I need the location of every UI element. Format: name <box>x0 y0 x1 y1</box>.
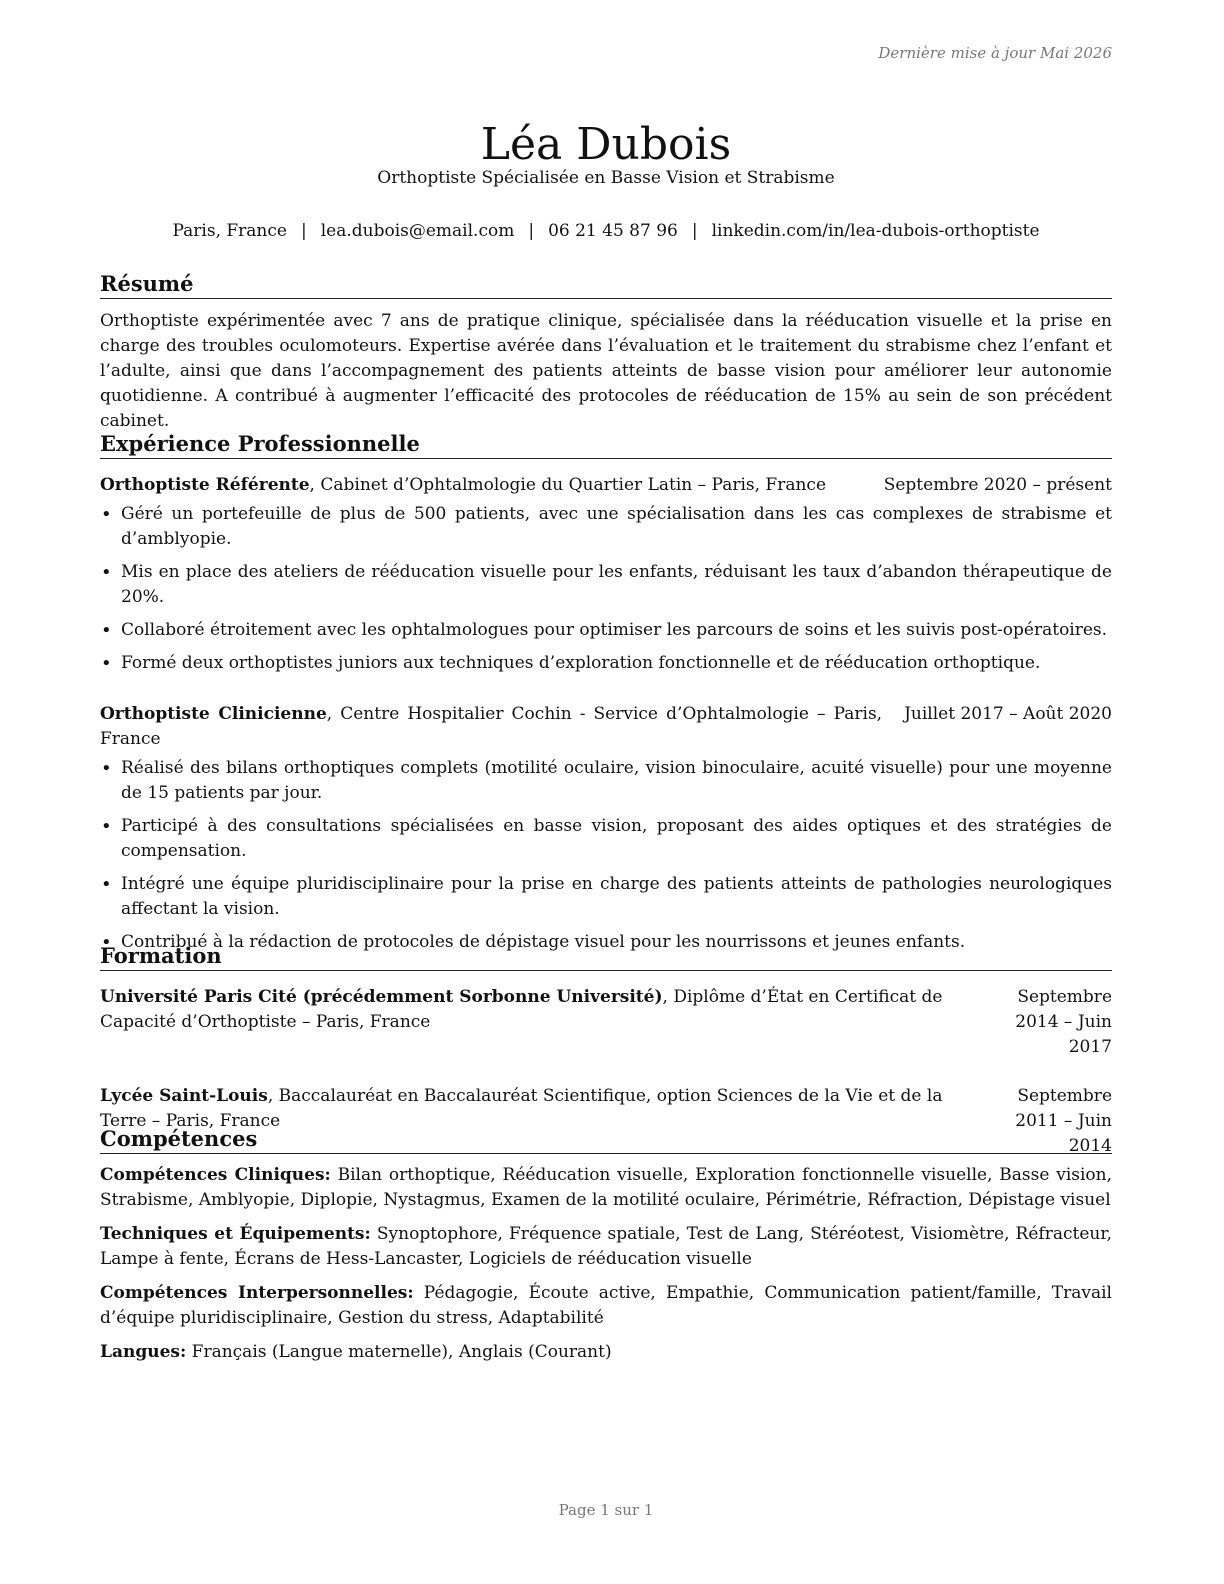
skill-value: Bilan orthoptique, Rééducation visuelle, Exploration fonctionnelle visuelle, Basse vision, Strabisme, Amblyopie, Diplopie, Nystagmus, Examen de la motilité oculaire, Périmétrie, Réfraction, Dépistage visuel <box>100 1165 1113 1210</box>
job-dates: Juillet 2017 – Août 2020 <box>904 704 1112 724</box>
skill-value: Pédagogie, Écoute active, Empathie, Communication patient/famille, Travail d’équipe pluridisciplinaire, Gestion du stress, Adaptabilité <box>100 1283 1112 1328</box>
job-entry <box>100 473 1112 676</box>
summary-section <box>100 270 1112 434</box>
skill-value: Français (Langue maternelle), Anglais (Courant) <box>186 1342 612 1362</box>
contact-phone: 06 21 45 87 96 <box>548 221 678 241</box>
job-header <box>100 702 1112 752</box>
education-school: Université Paris Cité (précédemment Sorbonne Université) <box>100 987 663 1007</box>
job-entry <box>100 702 1112 955</box>
skills-section <box>100 1125 1112 1365</box>
bullet-item: • Formé deux orthoptistes juniors aux techniques d’exploration fonctionnelle et de rééducation orthoptique. <box>100 651 1112 676</box>
education-school: Lycée Saint-Louis <box>100 1086 268 1106</box>
contact-separator: | <box>691 221 698 241</box>
skill-line <box>100 1281 1112 1331</box>
bullet-item: • Géré un portefeuille de plus de 500 patients, avec une spécialisation dans les cas complexes de strabisme et d’amblyopie. <box>100 502 1112 552</box>
job-employer: , Cabinet d’Ophtalmologie du Quartier Latin – Paris, France <box>309 475 827 495</box>
contact-line <box>100 218 1112 244</box>
job-dates: Septembre 2020 – présent <box>883 475 1112 495</box>
education-dates: Septembre 2014 – Juin 2017 <box>1015 987 1112 1057</box>
bullet-item: • Réalisé des bilans orthoptiques complets (motilité oculaire, vision binoculaire, acuité visuelle) pour une moyenne de 15 patients par jour. <box>100 756 1112 806</box>
skill-label: Langues: <box>100 1342 187 1362</box>
contact-linkedin[interactable]: linkedin.com/in/lea-dubois-orthoptiste <box>711 221 1040 241</box>
summary-text: Orthoptiste expérimentée avec 7 ans de pratique clinique, spécialisée dans la rééducation visuelle et la prise en charge des troubles oculomoteurs. Expertise avérée dans l’évaluation et le traitement du strabisme chez l’enfant et l’adulte, ainsi que dans l’accompagnement des patients atteints de basse vision pour améliorer leur autonomie quotidienne. A contribué à augmenter l’efficacité des protocoles de rééducation de 15% au sein de son précédent cabinet. <box>100 311 1112 431</box>
section-heading-experience: Expérience Professionnelle <box>100 430 1112 459</box>
bullet-item: • Participé à des consultations spécialisées en basse vision, proposant des aides optiques et des stratégies de compensation. <box>100 814 1112 864</box>
skill-label: Techniques et Équipements: <box>100 1224 371 1244</box>
page-number: Page 1 sur 1 <box>558 1501 654 1519</box>
candidate-name: Léa Dubois <box>480 119 732 171</box>
section-heading-education: Formation <box>100 942 1112 971</box>
job-title: Orthoptiste Spécialisée en Basse Vision et Strabisme <box>377 168 835 188</box>
job-role: Orthoptiste Référente <box>100 475 310 495</box>
education-entry <box>100 985 1112 1060</box>
contact-location: Paris, France <box>172 221 287 241</box>
skill-line <box>100 1222 1112 1272</box>
education-degree: , Diplôme d’État en Certificat de Capacité d’Orthoptiste – Paris, France <box>100 987 943 1032</box>
skill-line <box>100 1340 1112 1365</box>
job-role: Orthoptiste Clinicienne <box>100 704 327 724</box>
job-bullets <box>100 756 1112 955</box>
contact-separator: | <box>300 221 307 241</box>
skill-line <box>100 1163 1112 1213</box>
section-heading-summary: Résumé <box>100 270 1112 299</box>
last-updated: Dernière mise à jour Mai 2026 <box>878 44 1112 62</box>
contact-separator: | <box>528 221 535 241</box>
bullet-item: • Collaboré étroitement avec les ophtalmologues pour optimiser les parcours de soins et les suivis post-opératoires. <box>100 618 1112 643</box>
education-dates: Septembre 2011 – Juin 2014 <box>1015 1086 1112 1156</box>
bullet-item: • Contribué à la rédaction de protocoles de dépistage visuel pour les nourrissons et jeunes enfants. <box>100 930 1112 955</box>
skill-label: Compétences Interpersonnelles: <box>100 1283 414 1303</box>
job-header <box>100 473 1112 498</box>
bullet-item: • Intégré une équipe pluridisciplinaire pour la prise en charge des patients atteints de pathologies neurologiques affectant la vision. <box>100 872 1112 922</box>
bullet-item: • Mis en place des ateliers de rééducation visuelle pour les enfants, réduisant les taux d’abandon thérapeutique de 20%. <box>100 560 1112 610</box>
contact-email[interactable]: lea.dubois@email.com <box>320 221 515 241</box>
skill-value: Synoptophore, Fréquence spatiale, Test de Lang, Stéréotest, Visiomètre, Réfracteur, Lampe à fente, Écrans de Hess-Lancaster, Logiciels de rééducation visuelle <box>100 1224 1112 1269</box>
experience-section <box>100 430 1112 963</box>
job-bullets <box>100 502 1112 676</box>
skill-label: Compétences Cliniques: <box>100 1165 331 1185</box>
resume-page <box>100 0 1112 1584</box>
section-heading-skills: Compétences <box>100 1125 1112 1154</box>
job-employer: , Centre Hospitalier Cochin - Service d’Ophtalmologie – Paris, France <box>100 704 883 749</box>
education-degree: , Baccalauréat en Baccalauréat Scientifique, option Sciences de la Vie et de la Terre – Paris, France <box>100 1086 943 1131</box>
